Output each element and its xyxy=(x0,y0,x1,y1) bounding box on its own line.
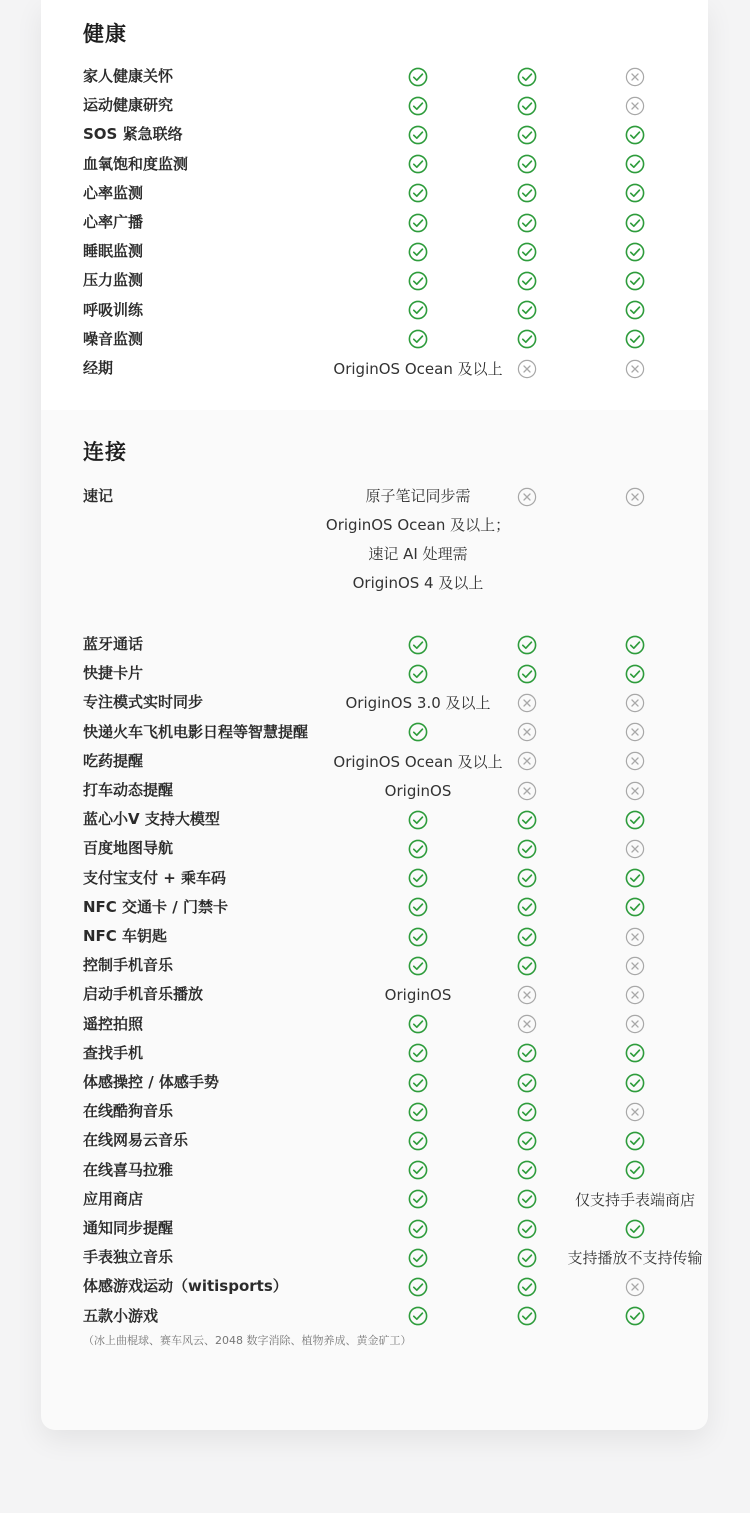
feature-label: 手表独立音乐 xyxy=(83,1248,174,1267)
check-circle-icon xyxy=(408,1219,428,1239)
feature-label: NFC 车钥匙 xyxy=(83,927,168,945)
table-row xyxy=(41,1068,708,1097)
comparison-card xyxy=(41,0,708,1430)
check-circle-icon xyxy=(625,1160,645,1180)
feature-label: 查找手机 xyxy=(83,1043,144,1062)
feature-label: 睡眠监测 xyxy=(83,242,144,261)
check-circle-icon xyxy=(517,1073,537,1093)
feature-label: 速记 xyxy=(83,487,114,505)
table-row xyxy=(41,208,708,237)
feature-label: 噪音监测 xyxy=(83,329,144,348)
table-row xyxy=(41,179,708,208)
cross-circle-icon xyxy=(625,693,645,713)
table-row xyxy=(41,1185,708,1214)
cross-circle-icon xyxy=(517,1014,537,1034)
feature-label: 吃药提醒 xyxy=(83,751,144,770)
check-circle-icon xyxy=(408,154,428,174)
table-row xyxy=(41,1097,708,1126)
feature-label: 呼吸训练 xyxy=(83,300,144,319)
check-circle-icon xyxy=(408,1073,428,1093)
feature-label: SOS 紧急联络 xyxy=(83,125,183,144)
check-circle-icon xyxy=(517,329,537,349)
table-row xyxy=(41,1156,708,1185)
check-circle-icon xyxy=(517,271,537,291)
table-row xyxy=(41,630,708,659)
check-circle-icon xyxy=(408,96,428,116)
cross-circle-icon xyxy=(625,67,645,87)
table-row xyxy=(41,659,708,688)
check-circle-icon xyxy=(517,1189,537,1209)
check-circle-icon xyxy=(625,635,645,655)
cross-circle-icon xyxy=(625,1102,645,1122)
cross-circle-icon xyxy=(625,487,645,507)
check-circle-icon xyxy=(517,927,537,947)
check-circle-icon xyxy=(625,183,645,203)
check-circle-icon xyxy=(625,1131,645,1151)
check-circle-icon xyxy=(517,125,537,145)
feature-label: 蓝心小V 支持大模型 xyxy=(83,810,220,829)
feature-label: 打车动态提醒 xyxy=(83,781,174,799)
check-circle-icon xyxy=(517,1219,537,1239)
check-circle-icon xyxy=(625,125,645,145)
cross-circle-icon xyxy=(517,722,537,742)
footnote: （冰上曲棍球、赛车风云、2048 数字消除、植物养成、黄金矿工） xyxy=(83,1334,412,1347)
check-circle-icon xyxy=(625,897,645,917)
cross-circle-icon xyxy=(517,985,537,1005)
table-row xyxy=(41,1039,708,1068)
feature-label: 控制手机音乐 xyxy=(83,956,174,975)
cell-text-line: OriginOS 4 及以上 xyxy=(352,574,484,592)
feature-label: 心率监测 xyxy=(83,183,144,202)
feature-label: 支付宝支付 + 乘车码 xyxy=(83,868,227,887)
table-row xyxy=(41,354,708,383)
cell-text-line: OriginOS Ocean 及以上； xyxy=(325,516,511,534)
check-circle-icon xyxy=(517,1131,537,1151)
check-circle-icon xyxy=(408,125,428,145)
feature-label: 专注模式实时同步 xyxy=(83,693,204,712)
check-circle-icon xyxy=(408,1306,428,1326)
feature-label: 经期 xyxy=(83,359,114,377)
table-row xyxy=(41,296,708,325)
check-circle-icon xyxy=(625,868,645,888)
table-row xyxy=(41,893,708,922)
check-circle-icon xyxy=(517,1248,537,1268)
table-row xyxy=(41,1243,708,1272)
table-row xyxy=(41,776,708,805)
check-circle-icon xyxy=(408,300,428,320)
check-circle-icon xyxy=(517,1306,537,1326)
check-circle-icon xyxy=(625,1306,645,1326)
table-row xyxy=(41,325,708,354)
cross-circle-icon xyxy=(517,359,537,379)
table-row-memo xyxy=(41,482,708,592)
check-circle-icon xyxy=(517,183,537,203)
table-row xyxy=(41,91,708,120)
check-circle-icon xyxy=(408,213,428,233)
cell-text: OriginOS Ocean 及以上 xyxy=(333,360,503,378)
feature-label: 血氧饱和度监测 xyxy=(83,154,189,173)
check-circle-icon xyxy=(517,810,537,830)
check-circle-icon xyxy=(408,897,428,917)
check-circle-icon xyxy=(517,67,537,87)
table-row xyxy=(41,747,708,776)
feature-label: 运动健康研究 xyxy=(83,96,174,115)
table-row xyxy=(41,980,708,1009)
table-row xyxy=(41,688,708,717)
cross-circle-icon xyxy=(625,1277,645,1297)
cross-circle-icon xyxy=(625,985,645,1005)
check-circle-icon xyxy=(517,154,537,174)
table-row xyxy=(41,718,708,747)
connect-section xyxy=(41,410,708,1430)
feature-label: 快捷卡片 xyxy=(83,664,144,683)
check-circle-icon xyxy=(517,213,537,233)
cell-text: OriginOS 3.0 及以上 xyxy=(345,694,491,713)
check-circle-icon xyxy=(408,329,428,349)
check-circle-icon xyxy=(625,242,645,262)
check-circle-icon xyxy=(408,664,428,684)
cross-circle-icon xyxy=(625,96,645,116)
check-circle-icon xyxy=(408,67,428,87)
feature-label: 在线酷狗音乐 xyxy=(83,1102,174,1121)
check-circle-icon xyxy=(517,664,537,684)
check-circle-icon xyxy=(625,300,645,320)
check-circle-icon xyxy=(625,271,645,291)
check-circle-icon xyxy=(625,154,645,174)
check-circle-icon xyxy=(408,242,428,262)
cross-circle-icon xyxy=(517,487,537,507)
section-title-health: 健康 xyxy=(83,22,127,46)
cross-circle-icon xyxy=(517,781,537,801)
check-circle-icon xyxy=(408,927,428,947)
check-circle-icon xyxy=(517,897,537,917)
feature-label: 快递火车飞机电影日程等智慧提醒 xyxy=(83,722,309,741)
check-circle-icon xyxy=(625,1043,645,1063)
cell-text: OriginOS xyxy=(384,985,452,1004)
feature-label: 应用商店 xyxy=(83,1189,144,1208)
check-circle-icon xyxy=(517,1277,537,1297)
table-row xyxy=(41,834,708,863)
check-circle-icon xyxy=(625,1219,645,1239)
table-row xyxy=(41,864,708,893)
cell-text: 仅支持手表端商店 xyxy=(575,1190,696,1209)
feature-label: 体感游戏运动（witisports） xyxy=(83,1277,288,1296)
cross-circle-icon xyxy=(625,927,645,947)
table-row xyxy=(41,1214,708,1243)
check-circle-icon xyxy=(517,868,537,888)
check-circle-icon xyxy=(517,956,537,976)
check-circle-icon xyxy=(625,810,645,830)
check-circle-icon xyxy=(517,300,537,320)
check-circle-icon xyxy=(517,1043,537,1063)
check-circle-icon xyxy=(408,1102,428,1122)
feature-label: 体感操控 / 体感手势 xyxy=(83,1073,219,1091)
check-circle-icon xyxy=(625,329,645,349)
section-title-connect: 连接 xyxy=(83,440,127,464)
table-row xyxy=(41,922,708,951)
table-row xyxy=(41,266,708,295)
check-circle-icon xyxy=(408,1160,428,1180)
feature-label: NFC 交通卡 / 门禁卡 xyxy=(83,897,228,916)
feature-label: 百度地图导航 xyxy=(83,839,174,858)
check-circle-icon xyxy=(625,664,645,684)
check-circle-icon xyxy=(408,956,428,976)
check-circle-icon xyxy=(625,1073,645,1093)
health-section xyxy=(41,0,708,410)
table-row xyxy=(41,1272,708,1301)
table-row xyxy=(41,120,708,149)
table-row xyxy=(41,1126,708,1155)
feature-label: 蓝牙通话 xyxy=(83,635,144,653)
check-circle-icon xyxy=(408,1131,428,1151)
check-circle-icon xyxy=(408,635,428,655)
check-circle-icon xyxy=(408,183,428,203)
cross-circle-icon xyxy=(625,751,645,771)
feature-label: 压力监测 xyxy=(83,271,144,290)
cross-circle-icon xyxy=(625,956,645,976)
table-row xyxy=(41,1010,708,1039)
check-circle-icon xyxy=(408,1043,428,1063)
feature-label: 家人健康关怀 xyxy=(83,67,174,85)
check-circle-icon xyxy=(408,271,428,291)
feature-label: 启动手机音乐播放 xyxy=(83,985,204,1004)
table-row xyxy=(41,805,708,834)
feature-label: 心率广播 xyxy=(83,213,144,231)
cross-circle-icon xyxy=(517,751,537,771)
table-row xyxy=(41,1302,708,1331)
check-circle-icon xyxy=(408,810,428,830)
cell-text: OriginOS xyxy=(384,781,452,800)
table-row xyxy=(41,951,708,980)
cell-text-line: 原子笔记同步需 xyxy=(365,487,471,505)
feature-label: 通知同步提醒 xyxy=(83,1219,174,1237)
cell-text-line: 速记 AI 处理需 xyxy=(368,545,468,563)
table-row xyxy=(41,62,708,91)
cross-circle-icon xyxy=(625,781,645,801)
cross-circle-icon xyxy=(517,693,537,713)
check-circle-icon xyxy=(517,1160,537,1180)
check-circle-icon xyxy=(408,1014,428,1034)
cross-circle-icon xyxy=(625,1014,645,1034)
cell-text: OriginOS Ocean 及以上 xyxy=(333,752,503,771)
check-circle-icon xyxy=(408,722,428,742)
cross-circle-icon xyxy=(625,839,645,859)
check-circle-icon xyxy=(517,635,537,655)
check-circle-icon xyxy=(408,868,428,888)
feature-label: 五款小游戏 xyxy=(83,1306,159,1325)
table-row xyxy=(41,237,708,266)
check-circle-icon xyxy=(517,96,537,116)
cross-circle-icon xyxy=(625,722,645,742)
check-circle-icon xyxy=(517,242,537,262)
feature-label: 遥控拍照 xyxy=(83,1014,144,1033)
cross-circle-icon xyxy=(625,359,645,379)
table-row xyxy=(41,150,708,179)
feature-label: 在线喜马拉雅 xyxy=(83,1160,174,1179)
check-circle-icon xyxy=(408,1189,428,1209)
cell-text: 支持播放不支持传输 xyxy=(567,1249,703,1268)
feature-label: 在线网易云音乐 xyxy=(83,1131,189,1150)
check-circle-icon xyxy=(517,839,537,859)
check-circle-icon xyxy=(408,1248,428,1268)
check-circle-icon xyxy=(625,213,645,233)
check-circle-icon xyxy=(517,1102,537,1122)
check-circle-icon xyxy=(408,1277,428,1297)
check-circle-icon xyxy=(408,839,428,859)
